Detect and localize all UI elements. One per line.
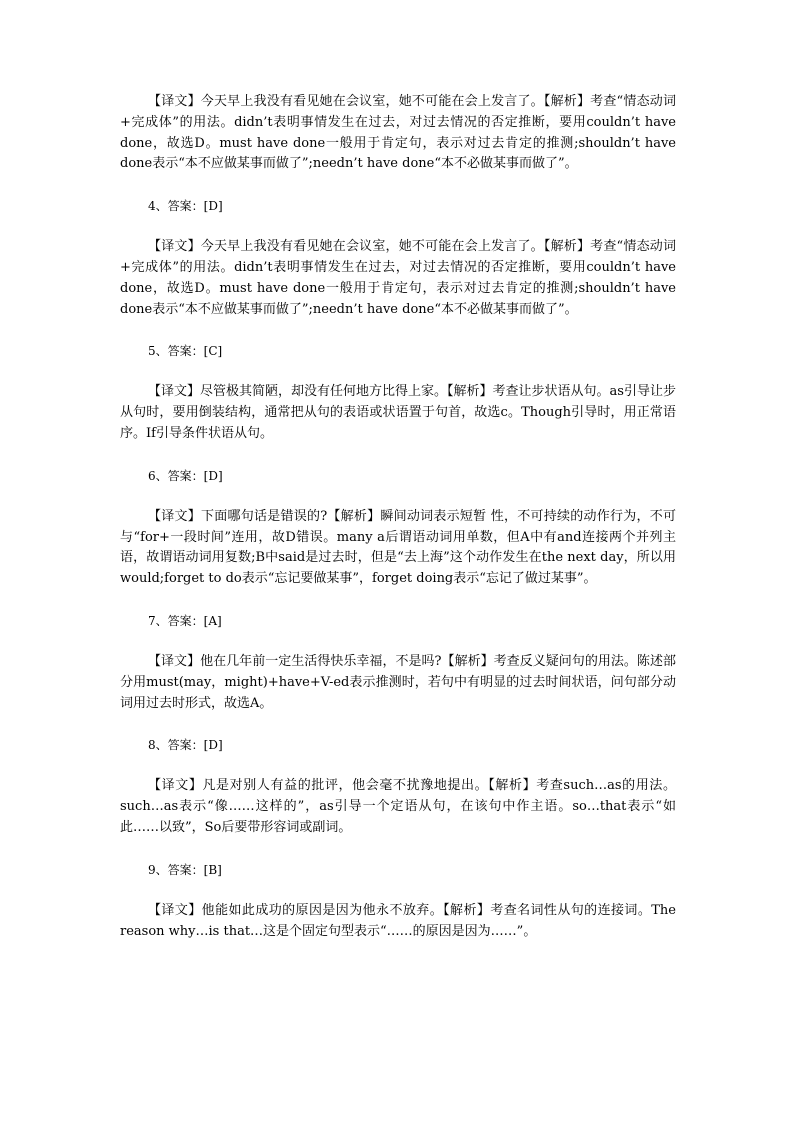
explanation-paragraph: 【译文】尽管极其简陋，却没有任何地方比得上家。【解析】考查让步状语从句。as引导让步从句时，要用倒装结构，通常把从句的表语或状语置于句首，故选c。Though引导时，用正常语序。If引导条件状语从句。 bbox=[120, 384, 676, 441]
answer-line: 6、答案：[D] bbox=[148, 468, 223, 483]
answer-line: 4、答案：[D] bbox=[148, 199, 223, 214]
answer-line: 9、答案：[B] bbox=[148, 862, 222, 877]
answer-line: 8、答案：[D] bbox=[148, 738, 223, 753]
explanation-paragraph: 【译文】今天早上我没有看见她在会议室，她不可能在会上发言了。【解析】考查“情态动词+完成体”的用法。didn’t表明事情发生在过去，对过去情况的否定推断，要用couldn’t have done，故选D。must have done一般用于肯定句，表示对过去肯定的推测;shouldn’t have done表示“本不应做某事而做了”;needn’t have done“本不必做某事而做了”。 bbox=[120, 239, 676, 317]
explanation-paragraph: 【译文】下面哪句话是错误的?【解析】瞬间动词表示短暂 性，不可持续的动作行为，不可与“for+一段时间”连用，故D错误。many a后谓语动词用单数，但A中有and连接两个并列主语，故谓语动词用复数;B中said是过去时，但是“去上海”这个动作发生在the next day，所以用would;forget to do表示“忘记要做某事”，forget doing表示“忘记了做过某事”。 bbox=[120, 508, 676, 587]
answer-line: 7、答案：[A] bbox=[148, 613, 222, 628]
document-page bbox=[120, 92, 676, 942]
explanation-paragraph: 【译文】凡是对别人有益的批评，他会毫不扰豫地提出。【解析】考查such…as的用法。such…as表示“像……这样的”，as引导一个定语从句，在该句中作主语。so…that表示“如此……以致”，So后要带形容词或副词。 bbox=[120, 778, 676, 835]
explanation-paragraph: 【译文】他在几年前一定生活得快乐幸福，不是吗?【解析】考查反义疑问句的用法。陈述部分用must(may，might)+have+V-ed表示推测时，若句中有明显的过去时间状语，问句部分动词用过去时形式，故选A。 bbox=[120, 653, 676, 711]
explanation-paragraph: 【译文】他能如此成功的原因是因为他永不放弃。【解析】考查名词性从句的连接词。The reason why…is that…这是个固定句型表示“……的原因是因为……”。 bbox=[120, 902, 676, 939]
answer-line: 5、答案：[C] bbox=[148, 344, 223, 359]
explanation-paragraph: 【译文】今天早上我没有看见她在会议室，她不可能在会上发言了。【解析】考查“情态动词+完成体”的用法。didn’t表明事情发生在过去，对过去情况的否定推断，要用couldn’t have done，故选D。must have done一般用于肯定句，表示对过去肯定的推测;shouldn’t have done表示“本不应做某事而做了”;needn’t have done“本不必做某事而做了”。 bbox=[120, 94, 676, 172]
